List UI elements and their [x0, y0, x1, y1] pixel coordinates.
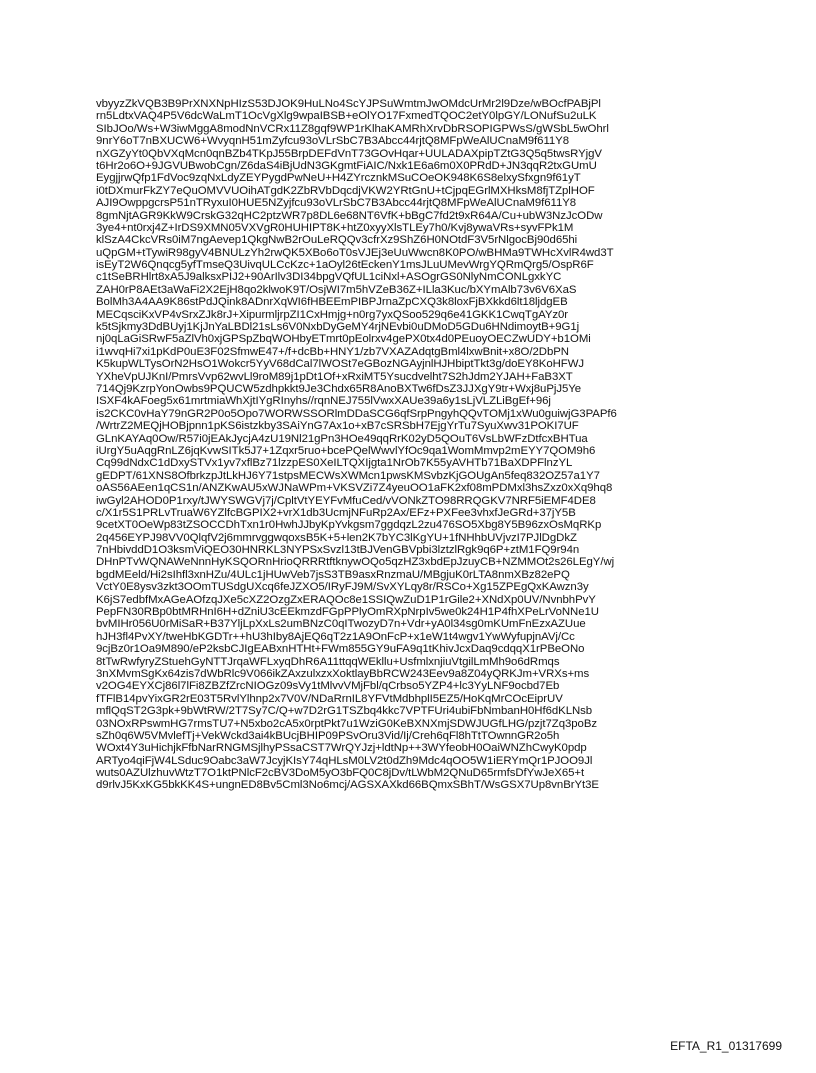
text-line: rn5LdtxVAQ4P5V6dcWaLmT1OcVgXlg9wpaIBSB+eOlYO17FxmedTQOC2etY0lpGY/LONufSu2uLK — [96, 110, 597, 123]
encoded-text-block — [96, 98, 736, 792]
text-line: isEyT2W6Qnqcg5yfTmseQ3UivqULCcKzc+1aOyl26tEckenY1msJLuUMevWrgYQRmQrg5/OspR6F — [96, 259, 594, 272]
text-line: vbyyzZkVQB3B9PrXNXNpHIzS53DJOK9HuLNo4ScYJPSuWmtmJwOMdcUrMr2l9Dze/wBOcfPABjPl — [96, 98, 601, 110]
text-line: 7nHbivddD1O3ksmViQEO30HNRKL3NYPSxSvzl13tBJVenGBVpbi3lztzlRgk9q6P+ztM1FQ9r94n — [96, 544, 580, 557]
text-line: 9cetXT0OeWp83tZSOCCDhTxn1r0HwhJJbyKpYvkgsm7ggdqzL2zu476SO5Xbg8Y5B96zxOsMqRKp — [96, 519, 602, 532]
text-line: ISXF4kAFoeg5x61mrtmiaWhXjtIYgRInyhs//rqnNEJ755lVwxXAUe39a6y1sLjVLZLiBgEf+96j — [96, 395, 551, 408]
text-line: mflQqST2G3pk+9bWtRW/2T7Sy7C/Q+w7D2rG1TSZbq4kkc7VPTFUri4ubiFbNmbanH0Hf6dKLNsb — [96, 705, 593, 718]
text-line: gEDPT/61XNS8OfbrkzpJtLkHJ6Y71stpsMECWsXWMcn1pwsKMSvbzKjGOUgAn5feq832OZ57a1Y7 — [96, 469, 600, 482]
text-line: Cq99dNdxC1dDxySTVx1yv7xflBz71lzzpES0XeILTQXIjgta1NrOb7K55yAVHTb71BaXDPFlnzYL — [96, 457, 573, 470]
text-line: klSzA4CkcVRs0iM7ngAevep1QkgNwB2rOuLeRQQv3cfrXz9ShZ6H0NOtdF3V5rNlgocBj90d65hi — [96, 234, 578, 247]
text-line: uQpGM+tTywiR98gyV4BNULzYh2rwQK5XBo6oT0sVJEj3eUuWwcn8K0PO/wBHMa9TWHcXvlR4wd3T — [96, 246, 614, 259]
text-line: K5kupWLTysOrN2HsO1Wokcr5YyV68dCal7lWOSt7eGBozNGAyjnlHJHbiptTkt3g/doEY8KoHFWJ — [96, 358, 585, 371]
text-line: SIbJOo/Ws+W3iwMggA8modNnVCRx11Z8gqf9WP1rKlhaKAMRhXrvDbRSOPIGPWsS/gWSbL5wOhrl — [96, 122, 609, 135]
document-id-footer: EFTA_R1_01317699 — [670, 1039, 782, 1053]
text-line: 3ye4+nt0rxj4Z+IrDS9XMN05VXVgR0HUHIPT8K+htZ0xyyXlsTLEy7h0/Kvj8ywaVRs+syvFPk1M — [96, 221, 574, 234]
text-line: t6Hr2o6O+9JGVUBwobCgn/Z6daS4iBjUdN3GKgmtFiAIC/Nxk1E6a6m0X0PRdD+JN3qqR2txGUmU — [96, 159, 597, 172]
text-line: iwGyl2AHOD0P1rxy/tJWYSWGVj7j/CpltVtYEYFvMfuCed/vVONkZTO98RRQGKV7NRF5iEMF4DE8 — [96, 494, 596, 507]
text-line: nXGZyYt0QbVXqMcn0qnBZb4TKpJ55BrpDEFdVnT73GOvHqar+UULADAXpipTZtG3Q5q5twsRYjgV — [96, 147, 602, 160]
text-line: bgdMEeld/Hi2sIhfl3xnHZu/4ULc1jHUwVeb7jsS3TB9asxRnzmaU/MBgjuK0rLTA8nmXBz82ePQ — [96, 568, 570, 581]
text-line: 714Qj9KzrpYonOwbs9PQUCW5zdhpkkt9Je3Chdx65R8AnoBXTw6fDsZ3JJXgY9tr+Wxj8uPjJ5Ye — [96, 382, 582, 395]
text-line: sZh0q6W5VMvlefTj+VekWckd3ai4kBUcjBHIP09PSvOru3Vid/Ij/Creh6qFl8hTtTOwnnGR2o5h — [96, 729, 560, 742]
text-line: /WrtrZ2MEQjHOBjpnn1pKS6istzkby3SAiYnG7Ax1o+xB7cSRSbH7EjgYrTu7SyuXwv31POKI7UF — [96, 420, 579, 433]
text-line: bvMIHr056U0rMiSaR+B37YljLpXxLs2umBNzC0qITwozyD7n+Vdr+yA0l34sg0mKUmFnEzxAZUue — [96, 618, 586, 631]
text-line: GLnKAYAq0Ow/R57i0jEAkJycjA4zU19Nl21gPn3HOe49qqRrK02yD5QOuT6VsLbWFzDtfcxBHTua — [96, 432, 588, 445]
text-line: MECqsciKxVP4vSrxZJk8rJ+XipurmljrpZI1CxHmjg+n0rg7yxQSoo529q6e41GKK1CwqTgAYz0r — [96, 308, 569, 321]
text-line: AJI9OwppgcrsP51nTRyxuI0HUE5NZyjfcu93oVLrSbC7B3Abcc44rjtQ8MFpWeAlUCnaM9f611Y8 — [96, 197, 577, 210]
text-line: c1tSeBRHlrt8xA5J9alksxPIJ2+90ArIlv3DI34bpgVQfUL1ciNxl+ASOgrGS0NlyNmCONLgxkYC — [96, 271, 562, 284]
text-line: 8tTwRwfyryZStuehGyNTTJrqaWFLxyqDhR6A11ttqqWEkllu+UsfmlxnjiuVtgilLmMh9o6dRmqs — [96, 655, 560, 668]
text-line: EygjjrwQfp1FdVoc9zqNxLdyZEYPygdPwNeU+H4ZYrcznkMSuCOeOK948K6S8elxySfxgn9f61yT — [96, 172, 581, 185]
text-line: wuts0AZUlzhuvWtzT7O1ktPNlcF2cBV3DoM5yO3bFQ0C8jDv/tLWbM2QNuD65rmfsDfYwJeX65+t — [96, 767, 585, 780]
text-line: 3nXMvmSgKx64zis7dWbRlc9V066ikZAxzulxzxXoktlayBbRCW243Eev9a8Z04yQRKJm+VRXs+ms — [96, 667, 590, 680]
text-line: PepFN30RBp0btMRHnI6H+dZniU3cEEkmzdFGpPPlyOmRXpNrpIv5we0k24H1P4fhXPeLrVoNNe1U — [96, 606, 599, 619]
text-line: 8gmNjtAGR9KkW9CrskG32qHC2ptzWR7p8DL6e68NT6VfK+bBgC7fd2t9xR64A/Cu+ubW3NzJcODw — [96, 209, 603, 222]
text-line: i0tDXmurFkZY7eQuOMVVUOihATgdK2ZbRVbDqcdjVKW2YRtGnU+tCjpqEGrlMXHksM8fjTZplHOF — [96, 184, 595, 197]
text-line: WOxt4Y3uHichjkFfbNarRNGMSjlhyPSsaCST7WrQYJzj+ldtNp++3WYfeobH0OaiWNZhCwyK0pdp — [96, 742, 587, 755]
text-line: 2q456EYPJ98VV0QlqfV2j6mmrvggwqoxsB5K+5+len2K7bYC3lKgYU+1fNHhbUVjvzI7PJlDgDkZ — [96, 531, 577, 544]
text-line: nj0qLaGiSRwF5aZlVh0xjGPSpZbqWOHbyETmrt0pEolrxv4gePX0tx4d0PEuoyOECZwUDY+b1OMi — [96, 333, 591, 346]
text-line: v2OG4EYXCj86l7lFi8ZBZfZrcNIOGz09sVy1tMlvvVMjFbl/qCrbso5YZP4+lc3YyLNF9ocbd7Eb — [96, 680, 560, 693]
text-line: c/X1r5S1PRLvTruaW6YZlfcBGPIX2+vrX1db3UcmjNFuRp2Ax/EFz+PXFee3vhxfJeGRd+37jY5B — [96, 506, 576, 519]
text-line: 9nrY6oT7nBXUCW6+WvyqnH51mZyfcu93oVLrSbC7B3Abcc44rjtQ8MFpWeAlUCnaM9f611Y8 — [96, 135, 570, 148]
text-line: 03NOxRPswmHG7rmsTU7+N5xbo2cA5x0rptPkt7u1WziG0KeBXNXmjSDWJUGfLHG/pzjt7Zq3poBz — [96, 717, 598, 730]
text-line: is2CKC0vHaY79nGR2P0o5Opo7WORWSSORlmDDaSCG6qfSrpPngyhQQvTOMj1xWu0guiwjG3PAPf6 — [96, 407, 617, 420]
text-line: ARTyo4qiFjW4LSduc9Oabc3aW7JcyjKIsY74qHLsM0LV2t0dZh9Mdc4qOO5W1iERYmQr1PJOO9Jl — [96, 754, 593, 767]
text-line: k5tSjkmy3DdBUyj1KjJnYaLBDl21sLs6V0NxbDyGeMY4rjNEvbi0uDMoD5GDu6HNdimoytB+9G1j — [96, 321, 580, 334]
text-line: i1wvqHi7xi1pKdP0uE3F02SfmwE47+/f+dcBb+HNY1/zb7VXAZAdqtgBml4lxwBnit+x8O/2DbPN — [96, 345, 569, 358]
text-line: fTFlB14pvYixGR2rE03T5RvlYlhnp2x7V0V/NDaRrnIL8YFVtMdbhplI5EZ5/HoKqMrCOcEiprUV — [96, 692, 563, 705]
text-line: ZAH0rP8AEt3aWaFi2X2EjH8qo2klwoK9T/OsjWI7m5hVZeB36Z+ILla3Kuc/bXYmAlb73v6V6XaS — [96, 283, 577, 296]
text-line: YXheVpUJKnI/PmrsVvp62wvLl9roM89j1pDt1Of+xRxiMT5Ysucdvelht7S2hJdm2YJAH+FaB3XT — [96, 370, 573, 383]
text-line: VctY0E8ysv3zkt3OOmTUSdgUXcq6feJZXO5/IRyFJ9M/SvXYLqy8r/RSCo+Xg15ZPEgQxKAwzn3y — [96, 581, 589, 594]
text-line: DHnPTvWQNAWeNnnHyKSQORnHrioQRRRtftknywOQo5qzHZ3xbdEpJzuyCB+NZMMOt2s26LEgY/wj — [96, 556, 615, 569]
text-line: iUrgY5uAqgRnLZ6jqKvwSITk5J7+1Zqxr5ruo+bcePQelWwvlYfOc9qa1WomMmvp2mEYY7QOM9h6 — [96, 444, 596, 457]
text-line: oAS56AEen1qCS1n/ANZKwAU5xWJNaWPm+VKSVZi7Z4yeuOO1aFK2xf08mPDMxl3hsZxz0xXq9hq8 — [96, 482, 613, 495]
text-line: BolMh3A4AA9K86stPdJQink8ADnrXqWI6fHBEEmPIBPJrnaZpCXQ3k8loxFjBXkkd6lt18ljdgEB — [96, 296, 568, 309]
text-line: d9rlvJ5KxKG5bkKK4S+ungnED8Bv5Cml3No6mcj/AGSXAXkd66BQmxSBhT/WsGSX7Up8vnBrYt3E — [96, 779, 599, 792]
text-line: K6jS7edbfMxAGeAOfzqJXe5cXZ2OzgZxERAQOc8e1SSIQwZuD1P1rGile2+XNdXp0UV/NvnbhPvY — [96, 593, 596, 606]
text-line: 9cjBz0r1Oa9M890/eP2ksbCJIgEABxnHTHt+FWm855GY9uFA9q1tKhivJcxDaq9cdqqX1rPBeONo — [96, 643, 585, 656]
text-line: hJH3fl4PvXY/tweHbKGDTr++hU3hIby8AjEQ6qT2z1A9OnFcP+x1eW1t4wgv1YwWyfupjnAVj/Cc — [96, 630, 575, 643]
